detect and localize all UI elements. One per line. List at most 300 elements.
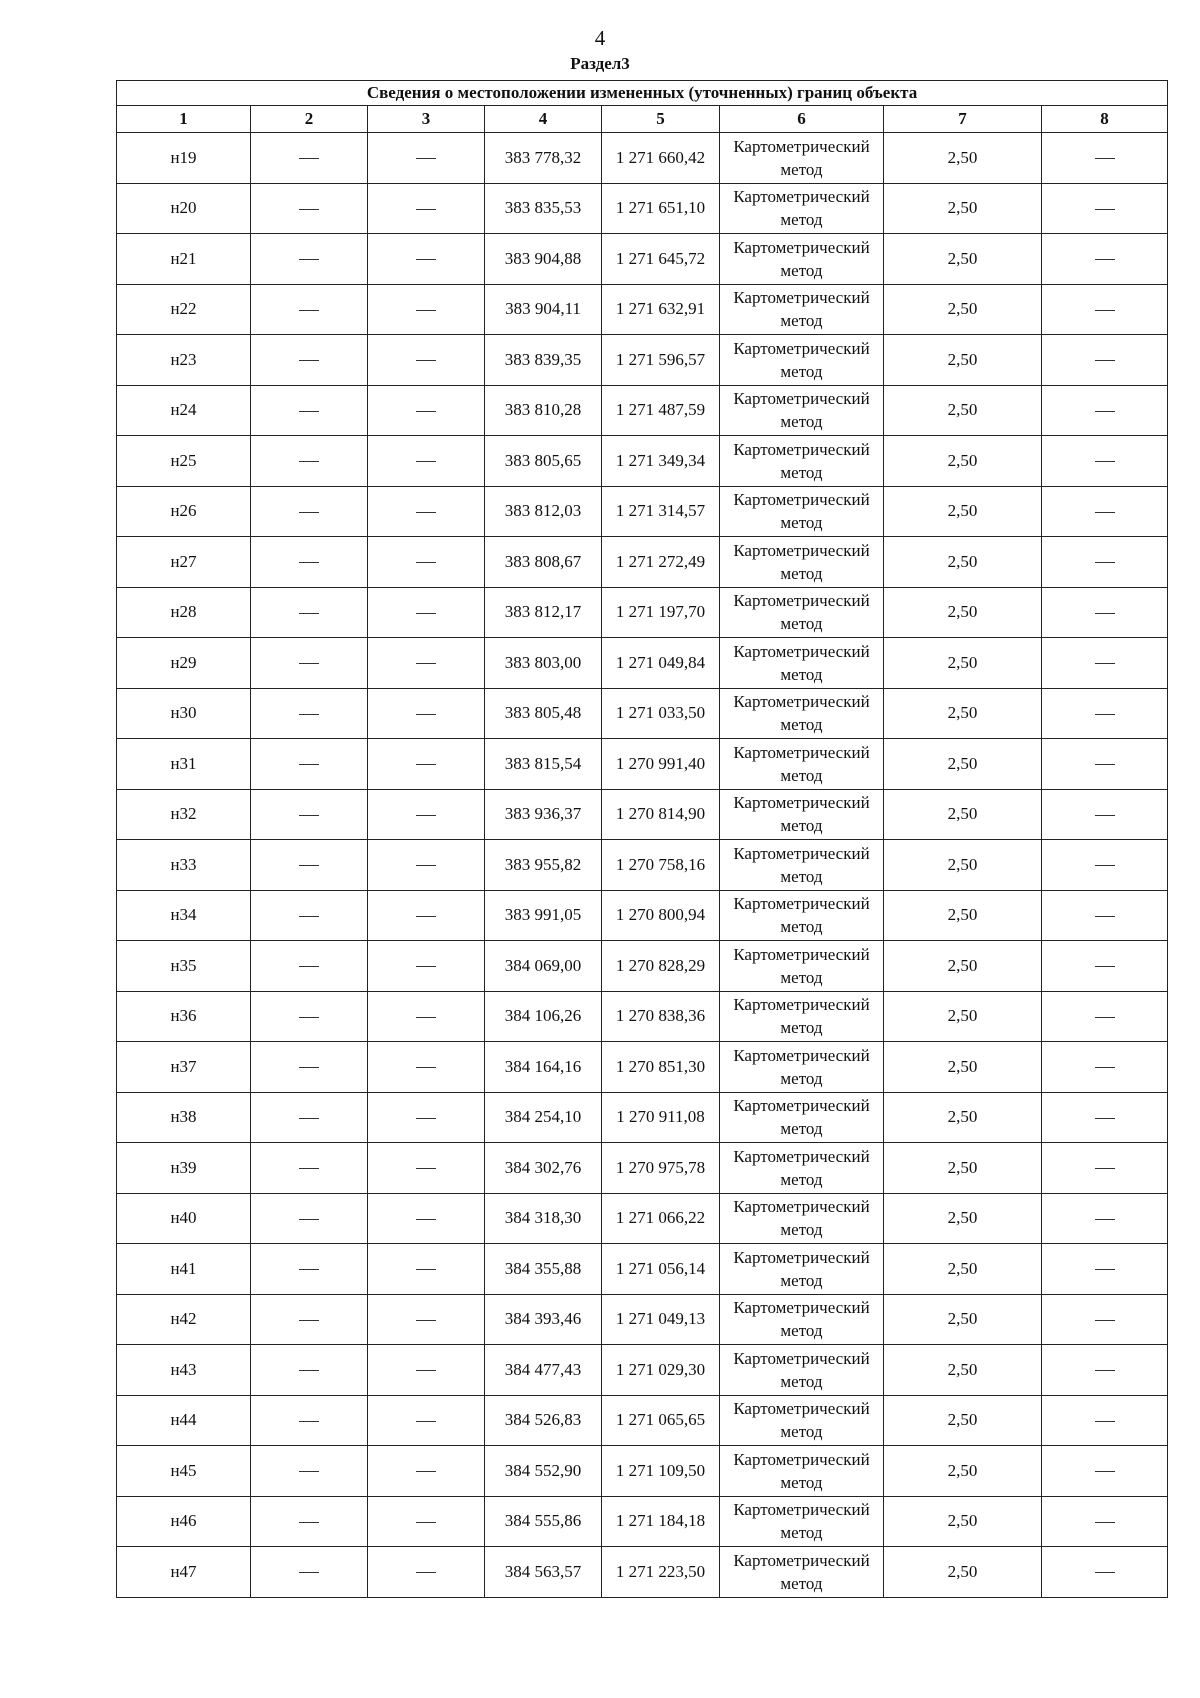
table-body [117, 133, 1168, 1598]
point-name-cell: н20 [117, 183, 251, 234]
y-coordinate-cell: 1 271 066,22 [602, 1193, 720, 1244]
method-cell: Картометрический метод [720, 789, 884, 840]
dash-mark [1095, 461, 1115, 462]
table-row [117, 436, 1168, 487]
accuracy-cell: 2,50 [884, 537, 1042, 588]
dash-mark [416, 1572, 436, 1573]
empty-cell-col8 [1042, 1244, 1168, 1295]
empty-cell-col2 [251, 133, 368, 184]
dash-mark [416, 966, 436, 967]
x-coordinate-cell: 383 805,48 [485, 688, 602, 739]
empty-cell-col3 [368, 739, 485, 790]
y-coordinate-cell: 1 271 223,50 [602, 1547, 720, 1598]
dash-mark [416, 815, 436, 816]
accuracy-cell: 2,50 [884, 1092, 1042, 1143]
empty-cell-col8 [1042, 1143, 1168, 1194]
empty-cell-col3 [368, 385, 485, 436]
y-coordinate-cell: 1 271 184,18 [602, 1496, 720, 1547]
table-row [117, 1395, 1168, 1446]
dash-mark [416, 411, 436, 412]
dash-mark [1095, 562, 1115, 563]
point-name-cell: н35 [117, 941, 251, 992]
empty-cell-col3 [368, 1143, 485, 1194]
empty-cell-col8 [1042, 234, 1168, 285]
x-coordinate-cell: 384 254,10 [485, 1092, 602, 1143]
accuracy-cell: 2,50 [884, 1143, 1042, 1194]
empty-cell-col8 [1042, 1547, 1168, 1598]
accuracy-cell: 2,50 [884, 688, 1042, 739]
y-coordinate-cell: 1 271 349,34 [602, 436, 720, 487]
dash-mark [416, 1370, 436, 1371]
empty-cell-col2 [251, 1395, 368, 1446]
empty-cell-col3 [368, 1042, 485, 1093]
empty-cell-col2 [251, 234, 368, 285]
table-row [117, 1092, 1168, 1143]
x-coordinate-cell: 384 555,86 [485, 1496, 602, 1547]
x-coordinate-cell: 383 815,54 [485, 739, 602, 790]
x-coordinate-cell: 384 393,46 [485, 1294, 602, 1345]
table-row [117, 840, 1168, 891]
point-name-cell: н26 [117, 486, 251, 537]
y-coordinate-cell: 1 271 660,42 [602, 133, 720, 184]
empty-cell-col3 [368, 133, 485, 184]
dash-mark [299, 613, 319, 614]
empty-cell-col3 [368, 789, 485, 840]
point-name-cell: н46 [117, 1496, 251, 1547]
empty-cell-col2 [251, 385, 368, 436]
method-cell: Картометрический метод [720, 1446, 884, 1497]
table-row [117, 941, 1168, 992]
point-name-cell: н47 [117, 1547, 251, 1598]
accuracy-cell: 2,50 [884, 1446, 1042, 1497]
dash-mark [416, 613, 436, 614]
column-number: 6 [720, 106, 884, 133]
y-coordinate-cell: 1 270 975,78 [602, 1143, 720, 1194]
table-row [117, 183, 1168, 234]
y-coordinate-cell: 1 271 029,30 [602, 1345, 720, 1396]
point-name-cell: н41 [117, 1244, 251, 1295]
dash-mark [416, 1219, 436, 1220]
x-coordinate-cell: 383 835,53 [485, 183, 602, 234]
table-row [117, 1294, 1168, 1345]
dash-mark [416, 209, 436, 210]
method-cell: Картометрический метод [720, 537, 884, 588]
y-coordinate-cell: 1 271 632,91 [602, 284, 720, 335]
method-cell: Картометрический метод [720, 1092, 884, 1143]
method-cell: Картометрический метод [720, 335, 884, 386]
empty-cell-col3 [368, 486, 485, 537]
empty-cell-col2 [251, 1042, 368, 1093]
dash-mark [299, 764, 319, 765]
x-coordinate-cell: 384 477,43 [485, 1345, 602, 1396]
point-name-cell: н31 [117, 739, 251, 790]
table-row [117, 688, 1168, 739]
dash-mark [299, 259, 319, 260]
empty-cell-col8 [1042, 183, 1168, 234]
method-cell: Картометрический метод [720, 284, 884, 335]
y-coordinate-cell: 1 271 272,49 [602, 537, 720, 588]
table-row [117, 1496, 1168, 1547]
empty-cell-col3 [368, 1244, 485, 1295]
dash-mark [1095, 1370, 1115, 1371]
empty-cell-col2 [251, 1193, 368, 1244]
empty-cell-col8 [1042, 739, 1168, 790]
empty-cell-col2 [251, 587, 368, 638]
y-coordinate-cell: 1 271 049,84 [602, 638, 720, 689]
y-coordinate-cell: 1 270 800,94 [602, 890, 720, 941]
section-title: Раздел3 [570, 54, 630, 73]
point-name-cell: н33 [117, 840, 251, 891]
empty-cell-col2 [251, 1496, 368, 1547]
empty-cell-col3 [368, 1395, 485, 1446]
x-coordinate-cell: 383 803,00 [485, 638, 602, 689]
dash-mark [1095, 1269, 1115, 1270]
point-name-cell: н38 [117, 1092, 251, 1143]
table-row [117, 335, 1168, 386]
table-row [117, 890, 1168, 941]
accuracy-cell: 2,50 [884, 1294, 1042, 1345]
dash-mark [1095, 916, 1115, 917]
empty-cell-col8 [1042, 1193, 1168, 1244]
dash-mark [416, 1168, 436, 1169]
point-name-cell: н37 [117, 1042, 251, 1093]
y-coordinate-cell: 1 271 487,59 [602, 385, 720, 436]
dash-mark [299, 1471, 319, 1472]
method-cell: Картометрический метод [720, 991, 884, 1042]
column-number: 3 [368, 106, 485, 133]
y-coordinate-cell: 1 271 056,14 [602, 1244, 720, 1295]
x-coordinate-cell: 384 355,88 [485, 1244, 602, 1295]
empty-cell-col2 [251, 941, 368, 992]
point-name-cell: н30 [117, 688, 251, 739]
method-cell: Картометрический метод [720, 234, 884, 285]
dash-mark [1095, 613, 1115, 614]
x-coordinate-cell: 383 805,65 [485, 436, 602, 487]
empty-cell-col8 [1042, 638, 1168, 689]
method-cell: Картометрический метод [720, 840, 884, 891]
accuracy-cell: 2,50 [884, 486, 1042, 537]
empty-cell-col2 [251, 688, 368, 739]
empty-cell-col3 [368, 991, 485, 1042]
dash-mark [416, 259, 436, 260]
dash-mark [299, 1269, 319, 1270]
accuracy-cell: 2,50 [884, 1395, 1042, 1446]
dash-mark [1095, 1168, 1115, 1169]
method-cell: Картометрический метод [720, 133, 884, 184]
y-coordinate-cell: 1 270 758,16 [602, 840, 720, 891]
dash-mark [416, 1320, 436, 1321]
column-number: 4 [485, 106, 602, 133]
dash-mark [1095, 1219, 1115, 1220]
empty-cell-col8 [1042, 133, 1168, 184]
point-name-cell: н42 [117, 1294, 251, 1345]
dash-mark [299, 562, 319, 563]
dash-mark [416, 714, 436, 715]
x-coordinate-cell: 384 563,57 [485, 1547, 602, 1598]
dash-mark [416, 461, 436, 462]
empty-cell-col2 [251, 284, 368, 335]
method-cell: Картометрический метод [720, 436, 884, 487]
method-cell: Картометрический метод [720, 1193, 884, 1244]
empty-cell-col3 [368, 335, 485, 386]
column-number: 7 [884, 106, 1042, 133]
y-coordinate-cell: 1 271 197,70 [602, 587, 720, 638]
empty-cell-col8 [1042, 1496, 1168, 1547]
x-coordinate-cell: 383 810,28 [485, 385, 602, 436]
table-row [117, 385, 1168, 436]
x-coordinate-cell: 383 812,17 [485, 587, 602, 638]
dash-mark [299, 1572, 319, 1573]
table-row [117, 537, 1168, 588]
point-name-cell: н39 [117, 1143, 251, 1194]
table-row [117, 1244, 1168, 1295]
dash-mark [1095, 1421, 1115, 1422]
y-coordinate-cell: 1 271 033,50 [602, 688, 720, 739]
dash-mark [1095, 714, 1115, 715]
point-name-cell: н40 [117, 1193, 251, 1244]
empty-cell-col8 [1042, 537, 1168, 588]
accuracy-cell: 2,50 [884, 1042, 1042, 1093]
dash-mark [1095, 815, 1115, 816]
table-row [117, 1446, 1168, 1497]
x-coordinate-cell: 383 839,35 [485, 335, 602, 386]
dash-mark [416, 663, 436, 664]
table-row [117, 133, 1168, 184]
y-coordinate-cell: 1 271 314,57 [602, 486, 720, 537]
empty-cell-col8 [1042, 1395, 1168, 1446]
empty-cell-col2 [251, 1244, 368, 1295]
empty-cell-col2 [251, 890, 368, 941]
accuracy-cell: 2,50 [884, 840, 1042, 891]
x-coordinate-cell: 384 526,83 [485, 1395, 602, 1446]
dash-mark [416, 865, 436, 866]
method-cell: Картометрический метод [720, 183, 884, 234]
dash-mark [299, 1067, 319, 1068]
accuracy-cell: 2,50 [884, 941, 1042, 992]
empty-cell-col8 [1042, 486, 1168, 537]
column-number: 5 [602, 106, 720, 133]
method-cell: Картометрический метод [720, 1294, 884, 1345]
table-row [117, 739, 1168, 790]
dash-mark [299, 1522, 319, 1523]
x-coordinate-cell: 383 904,11 [485, 284, 602, 335]
x-coordinate-cell: 384 302,76 [485, 1143, 602, 1194]
empty-cell-col8 [1042, 335, 1168, 386]
table-row [117, 486, 1168, 537]
point-name-cell: н32 [117, 789, 251, 840]
accuracy-cell: 2,50 [884, 284, 1042, 335]
dash-mark [299, 1168, 319, 1169]
empty-cell-col8 [1042, 587, 1168, 638]
empty-cell-col3 [368, 284, 485, 335]
dash-mark [1095, 259, 1115, 260]
empty-cell-col2 [251, 183, 368, 234]
dash-mark [299, 1118, 319, 1119]
dash-mark [416, 360, 436, 361]
empty-cell-col2 [251, 486, 368, 537]
empty-cell-col8 [1042, 1446, 1168, 1497]
dash-mark [299, 1320, 319, 1321]
accuracy-cell: 2,50 [884, 739, 1042, 790]
y-coordinate-cell: 1 271 645,72 [602, 234, 720, 285]
dash-mark [299, 916, 319, 917]
empty-cell-col3 [368, 688, 485, 739]
empty-cell-col3 [368, 587, 485, 638]
table-row [117, 991, 1168, 1042]
empty-cell-col8 [1042, 385, 1168, 436]
dash-mark [299, 815, 319, 816]
dash-mark [416, 1067, 436, 1068]
method-cell: Картометрический метод [720, 1042, 884, 1093]
column-number: 2 [251, 106, 368, 133]
table-row [117, 1143, 1168, 1194]
y-coordinate-cell: 1 271 651,10 [602, 183, 720, 234]
point-name-cell: н19 [117, 133, 251, 184]
empty-cell-col3 [368, 1092, 485, 1143]
empty-cell-col8 [1042, 436, 1168, 487]
dash-mark [416, 310, 436, 311]
empty-cell-col3 [368, 1345, 485, 1396]
method-cell: Картометрический метод [720, 1496, 884, 1547]
dash-mark [1095, 1522, 1115, 1523]
method-cell: Картометрический метод [720, 941, 884, 992]
table-row [117, 587, 1168, 638]
dash-mark [1095, 1067, 1115, 1068]
empty-cell-col8 [1042, 1345, 1168, 1396]
empty-cell-col8 [1042, 1042, 1168, 1093]
dash-mark [1095, 411, 1115, 412]
accuracy-cell: 2,50 [884, 1193, 1042, 1244]
point-name-cell: н43 [117, 1345, 251, 1396]
dash-mark [416, 1471, 436, 1472]
dash-mark [416, 562, 436, 563]
dash-mark [416, 1522, 436, 1523]
accuracy-cell: 2,50 [884, 234, 1042, 285]
column-number: 8 [1042, 106, 1168, 133]
dash-mark [299, 512, 319, 513]
dash-mark [299, 1421, 319, 1422]
dash-mark [1095, 1118, 1115, 1119]
dash-mark [416, 1118, 436, 1119]
empty-cell-col8 [1042, 789, 1168, 840]
table-row [117, 789, 1168, 840]
method-cell: Картометрический метод [720, 1143, 884, 1194]
dash-mark [1095, 1320, 1115, 1321]
empty-cell-col2 [251, 840, 368, 891]
dash-mark [416, 1017, 436, 1018]
dash-mark [299, 865, 319, 866]
y-coordinate-cell: 1 270 814,90 [602, 789, 720, 840]
dash-mark [299, 310, 319, 311]
y-coordinate-cell: 1 271 109,50 [602, 1446, 720, 1497]
x-coordinate-cell: 383 936,37 [485, 789, 602, 840]
empty-cell-col2 [251, 1143, 368, 1194]
dash-mark [299, 1219, 319, 1220]
accuracy-cell: 2,50 [884, 183, 1042, 234]
empty-cell-col2 [251, 1092, 368, 1143]
method-cell: Картометрический метод [720, 587, 884, 638]
dash-mark [299, 461, 319, 462]
x-coordinate-cell: 384 069,00 [485, 941, 602, 992]
table-row [117, 1547, 1168, 1598]
dash-mark [1095, 966, 1115, 967]
table-row [117, 1193, 1168, 1244]
accuracy-cell: 2,50 [884, 335, 1042, 386]
point-name-cell: н36 [117, 991, 251, 1042]
dash-mark [1095, 310, 1115, 311]
table-row [117, 234, 1168, 285]
accuracy-cell: 2,50 [884, 1496, 1042, 1547]
x-coordinate-cell: 383 808,67 [485, 537, 602, 588]
method-cell: Картометрический метод [720, 890, 884, 941]
point-name-cell: н45 [117, 1446, 251, 1497]
point-name-cell: н27 [117, 537, 251, 588]
dash-mark [1095, 1572, 1115, 1573]
method-cell: Картометрический метод [720, 688, 884, 739]
empty-cell-col8 [1042, 1294, 1168, 1345]
accuracy-cell: 2,50 [884, 133, 1042, 184]
accuracy-cell: 2,50 [884, 638, 1042, 689]
dash-mark [416, 1421, 436, 1422]
y-coordinate-cell: 1 271 596,57 [602, 335, 720, 386]
point-name-cell: н24 [117, 385, 251, 436]
empty-cell-col2 [251, 335, 368, 386]
point-name-cell: н21 [117, 234, 251, 285]
empty-cell-col2 [251, 436, 368, 487]
empty-cell-col2 [251, 991, 368, 1042]
dash-mark [299, 663, 319, 664]
accuracy-cell: 2,50 [884, 991, 1042, 1042]
x-coordinate-cell: 384 552,90 [485, 1446, 602, 1497]
x-coordinate-cell: 383 904,88 [485, 234, 602, 285]
accuracy-cell: 2,50 [884, 385, 1042, 436]
empty-cell-col2 [251, 1547, 368, 1598]
dash-mark [299, 966, 319, 967]
y-coordinate-cell: 1 270 911,08 [602, 1092, 720, 1143]
empty-cell-col2 [251, 1446, 368, 1497]
empty-cell-col8 [1042, 991, 1168, 1042]
dash-mark [299, 158, 319, 159]
accuracy-cell: 2,50 [884, 789, 1042, 840]
method-cell: Картометрический метод [720, 638, 884, 689]
point-name-cell: н34 [117, 890, 251, 941]
table-row [117, 638, 1168, 689]
x-coordinate-cell: 383 991,05 [485, 890, 602, 941]
point-name-cell: н22 [117, 284, 251, 335]
empty-cell-col3 [368, 1193, 485, 1244]
x-coordinate-cell: 383 812,03 [485, 486, 602, 537]
dash-mark [1095, 209, 1115, 210]
empty-cell-col3 [368, 840, 485, 891]
dash-mark [1095, 663, 1115, 664]
y-coordinate-cell: 1 270 851,30 [602, 1042, 720, 1093]
empty-cell-col8 [1042, 840, 1168, 891]
table-caption: Сведения о местоположении измененных (уточненных) границ объекта [117, 81, 1168, 106]
empty-cell-col3 [368, 1547, 485, 1598]
dash-mark [299, 714, 319, 715]
empty-cell-col3 [368, 234, 485, 285]
dash-mark [299, 1370, 319, 1371]
empty-cell-col2 [251, 1294, 368, 1345]
dash-mark [416, 512, 436, 513]
empty-cell-col3 [368, 1446, 485, 1497]
point-name-cell: н29 [117, 638, 251, 689]
empty-cell-col3 [368, 638, 485, 689]
empty-cell-col2 [251, 739, 368, 790]
table-row [117, 1042, 1168, 1093]
empty-cell-col8 [1042, 941, 1168, 992]
y-coordinate-cell: 1 270 828,29 [602, 941, 720, 992]
